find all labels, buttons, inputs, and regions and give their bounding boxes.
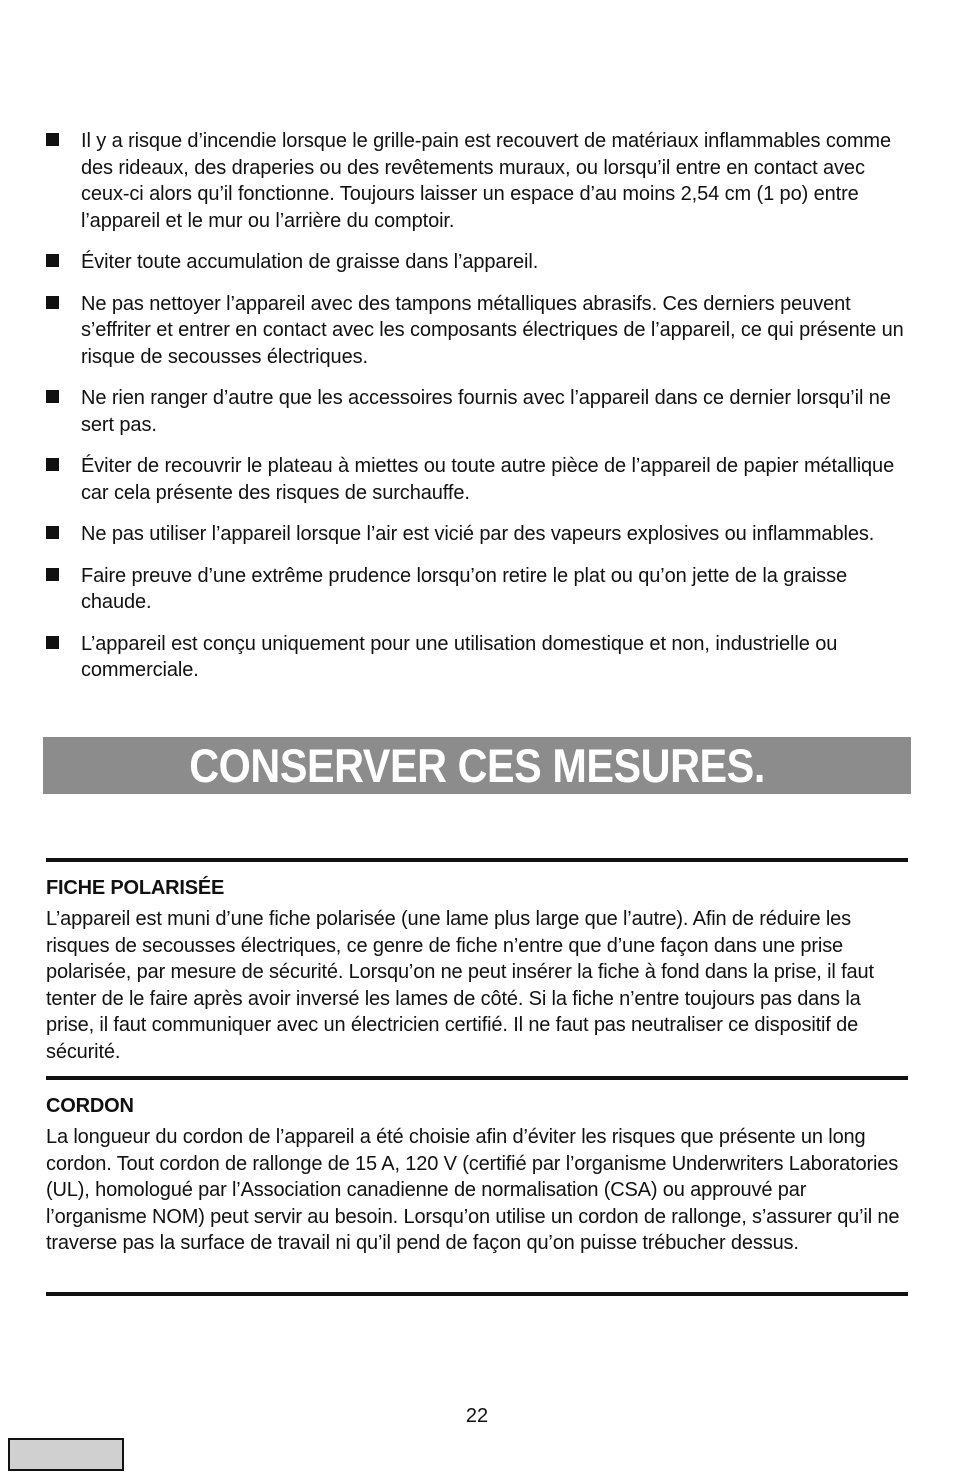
bullet-item — [46, 453, 914, 506]
page-number: 22 — [465, 1405, 489, 1427]
square-bullet-icon — [46, 390, 59, 403]
bullet-text: Faire preuve d’une extrême prudence lorsqu’on retire le plat ou qu’on jette de la graisse chaude. — [81, 564, 848, 613]
section-title: FICHE POLARISÉE — [46, 877, 225, 899]
bullet-text: Ne rien ranger d’autre que les accessoires fournis avec l’appareil dans ce dernier lorsqu’il ne sert pas. — [81, 387, 891, 436]
bullet-item — [46, 249, 914, 276]
corner-box — [8, 1438, 124, 1471]
section-title: CORDON — [46, 1095, 134, 1117]
square-bullet-icon — [46, 568, 59, 581]
square-bullet-icon — [46, 458, 59, 471]
bullet-item — [46, 291, 914, 371]
square-bullet-icon — [46, 254, 59, 267]
bullet-item — [46, 385, 914, 438]
section-body: La longueur du cordon de l’appareil a été choisie afin d’éviter les risques que présente un long cordon. Tout cordon de rallonge de 15 A, 120 V (certifié par l’organisme Underwriters Laboratories (UL), homologué par l’Association canadienne de normalisation (CSA) ou approuvé par l’organisme NOM) peut servir au besoin. Lorsqu’on utilise un cordon de rallonge, s’assurer qu’il ne traverse pas la surface de travail ni qu’il pend de façon qu’on puisse trébucher dessus. — [46, 1126, 900, 1254]
bullet-text: Il y a risque d’incendie lorsque le grille-pain est recouvert de matériaux inflammables comme des rideaux, des draperies ou des revêtements muraux, ou lorsqu’il entre en contact avec ceux-ci alors qu’il fonctionne. Toujours laisser un espace d’au moins 2,54 cm (1 po) entre l’appareil et le mur ou l’arrière du comptoir. — [81, 130, 891, 232]
bottom-divider — [46, 1292, 908, 1296]
square-bullet-icon — [46, 526, 59, 539]
bullet-item — [46, 631, 914, 684]
bullet-item — [46, 521, 914, 548]
bullet-text: Ne pas nettoyer l’appareil avec des tampons métalliques abrasifs. Ces derniers peuvent s’effriter et entrer en contact avec les composants électriques de l’appareil, ce qui présente un risque de secousses électriques. — [81, 292, 904, 368]
section-body: L’appareil est muni d’une fiche polarisée (une lame plus large que l’autre). Afin de réduire les risques de secousses électriques, ce genre de fiche n’entre que d’une façon dans une prise polarisée, par mesure de sécurité. Lorsqu’on ne peut insérer la fiche à fond dans la prise, il faut tenter de le faire après avoir inversé les lames de côté. Si la fiche n’entre toujours pas dans la prise, il faut communiquer avec un électricien certifié. Il ne faut pas neutraliser ce dispositif de sécurité. — [46, 908, 874, 1063]
square-bullet-icon — [46, 133, 59, 146]
section-divider — [46, 858, 908, 862]
bullet-text: Ne pas utiliser l’appareil lorsque l’air est vicié par des vapeurs explosives ou inflammables. — [81, 523, 875, 545]
bullet-item — [46, 128, 914, 234]
section-divider — [46, 1076, 908, 1080]
bullet-text: L’appareil est conçu uniquement pour une utilisation domestique et non, industrielle ou commerciale. — [81, 632, 838, 681]
bullet-text: Éviter de recouvrir le plateau à miettes ou toute autre pièce de l’appareil de papier métallique car cela présente des risques de surchauffe. — [81, 455, 895, 504]
square-bullet-icon — [46, 636, 59, 649]
banner-title: CONSERVER CES MESURES. — [189, 739, 765, 792]
safety-bullet-list — [46, 128, 914, 699]
square-bullet-icon — [46, 296, 59, 309]
section-polarized-plug — [46, 858, 908, 1065]
save-instructions-banner — [43, 737, 911, 794]
bullet-text: Éviter toute accumulation de graisse dans l’appareil. — [81, 251, 539, 273]
bullet-item — [46, 563, 914, 616]
section-cord — [46, 1076, 908, 1257]
